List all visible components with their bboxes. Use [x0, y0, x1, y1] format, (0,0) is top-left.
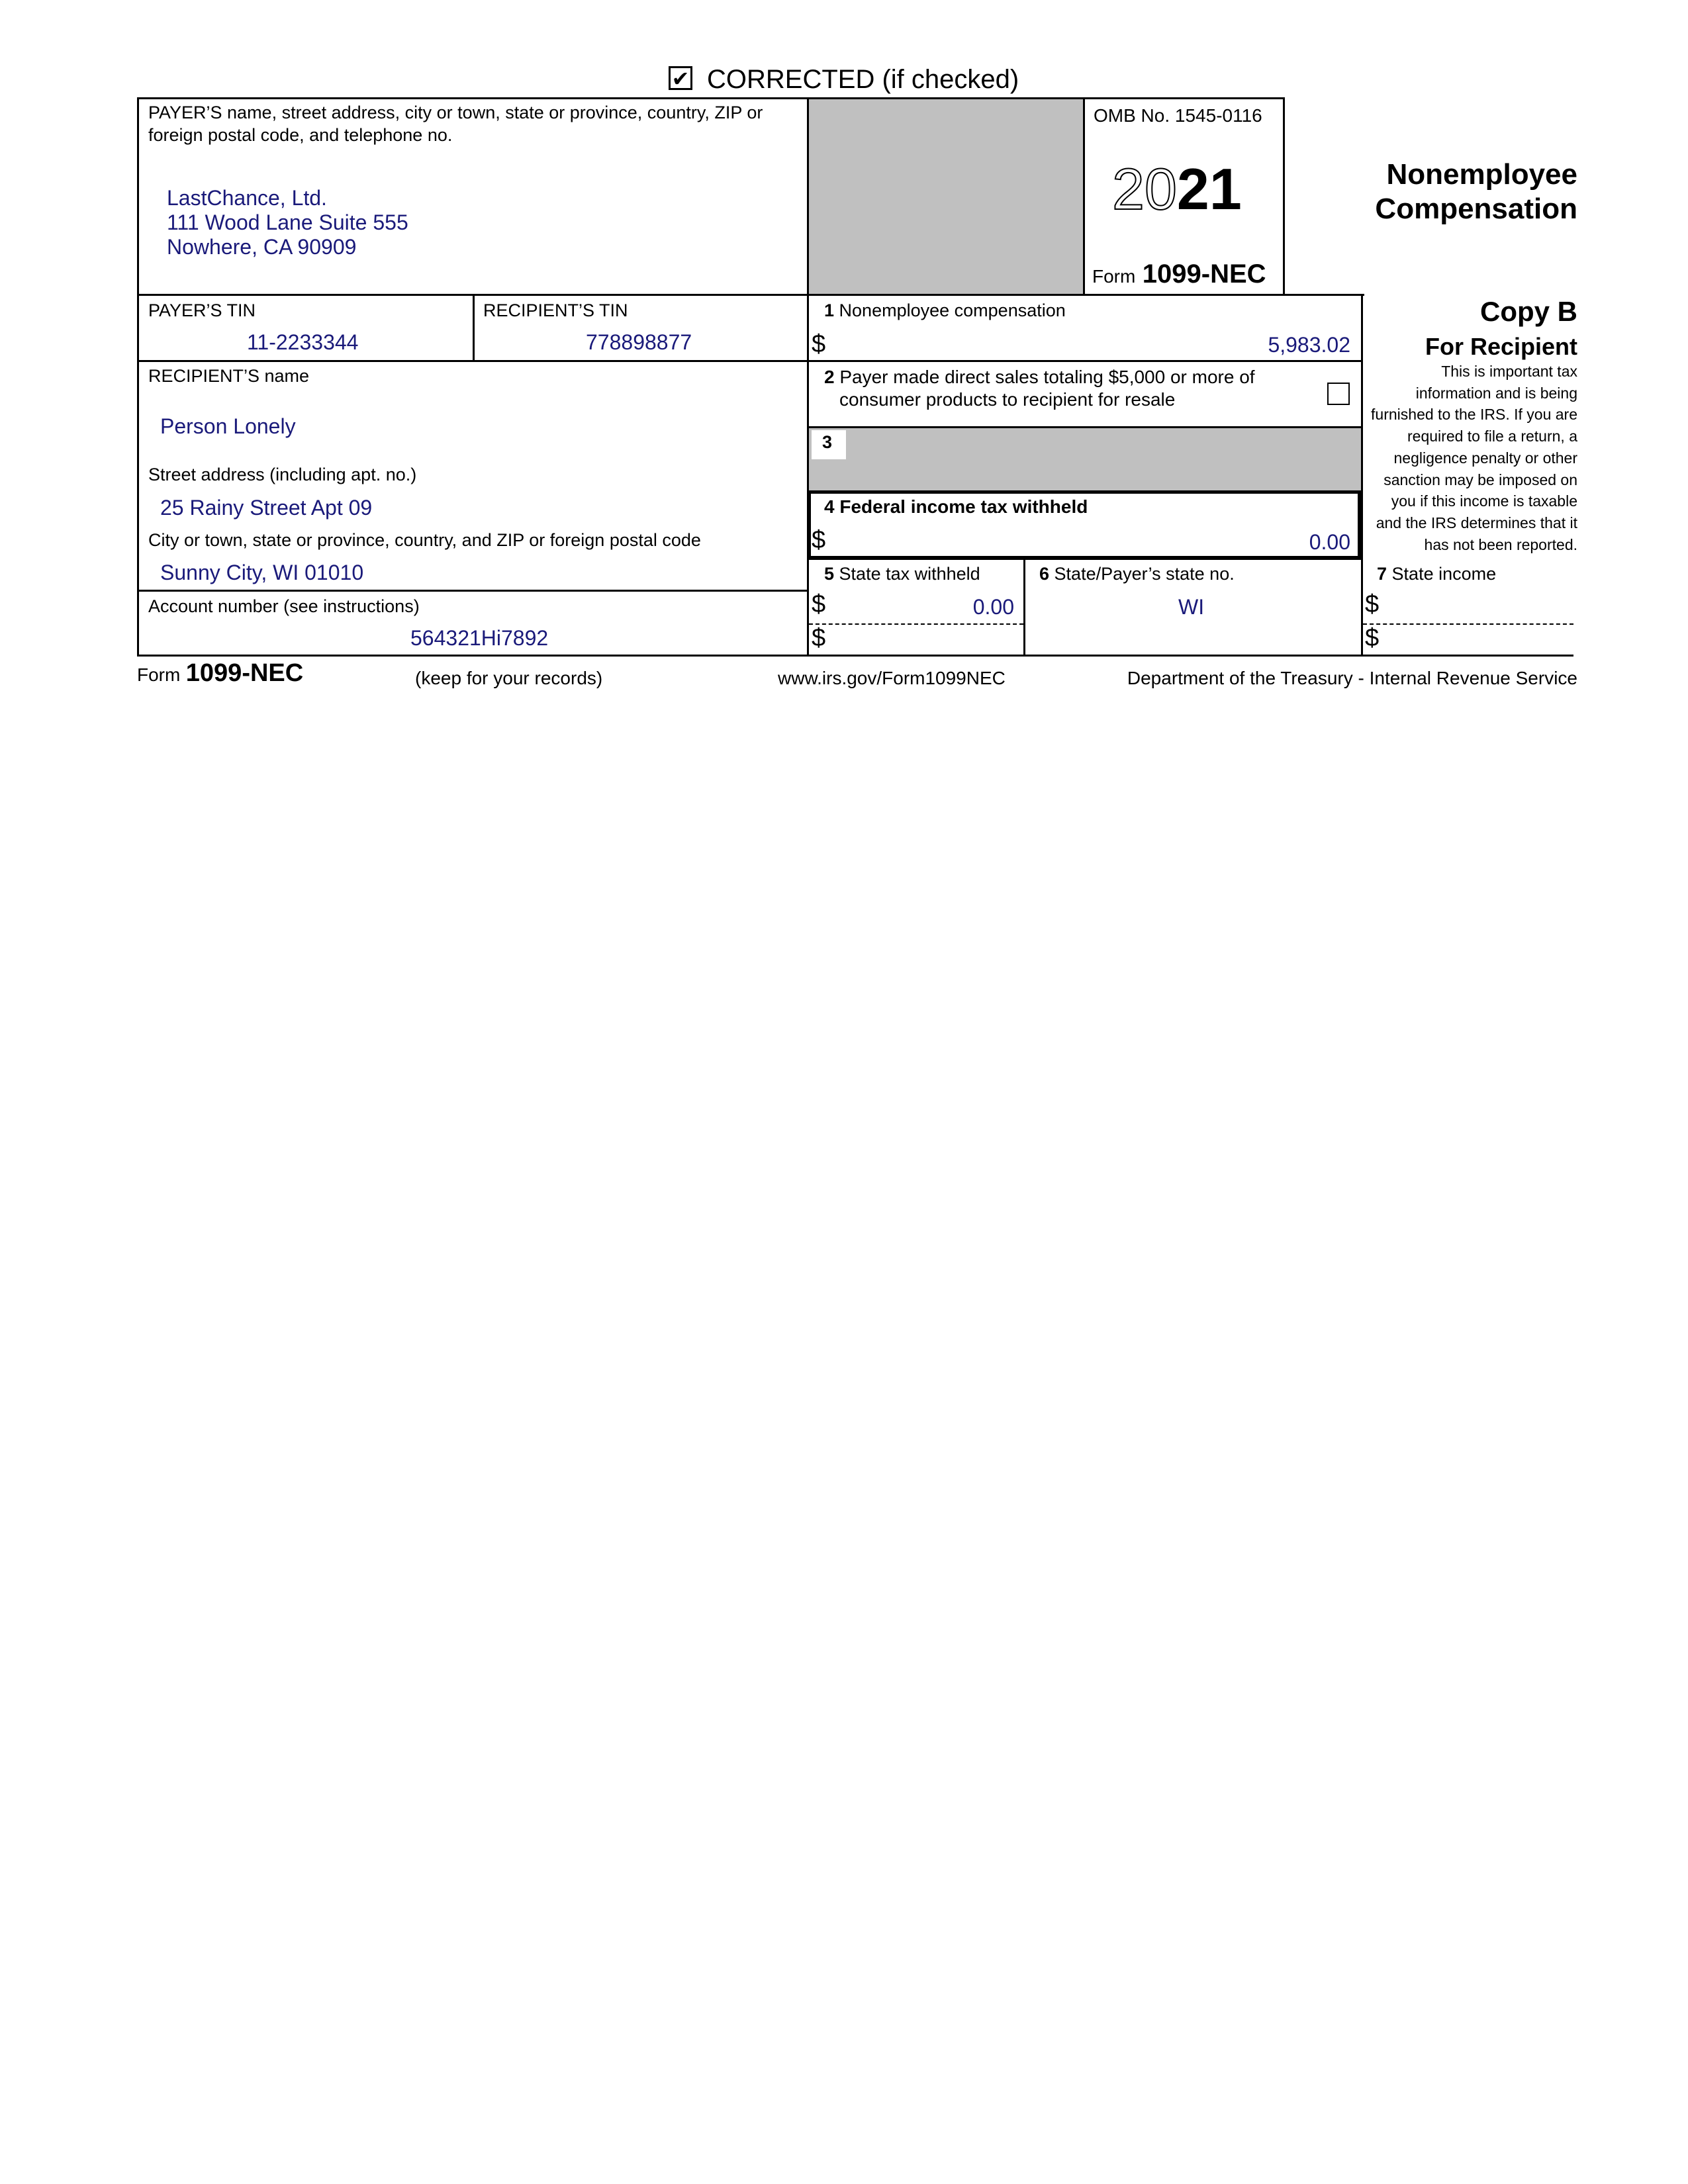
box5-number: 5 [824, 564, 835, 584]
box5-value: 0.00 [972, 595, 1014, 619]
box5-text: State tax withheld [839, 564, 980, 584]
box2-text: Payer made direct sales totaling $5,000 or more of [839, 367, 1255, 387]
street-value: 25 Rainy Street Apt 09 [160, 496, 373, 520]
right-col-divider [1361, 294, 1363, 657]
copy-notice [1365, 361, 1577, 555]
city-label: City or town, state or province, country, and ZIP or foreign postal code [148, 530, 701, 550]
tax-year [1112, 158, 1242, 221]
corrected-checkbox[interactable] [669, 66, 692, 90]
box1-text: Nonemployee compensation [839, 300, 1066, 320]
recipient-name-label: RECIPIENT’S name [148, 366, 310, 386]
row1-bottom [137, 294, 1364, 296]
account-label: Account number (see instructions) [148, 596, 420, 616]
omb-number: OMB No. 1545-0116 [1094, 105, 1262, 126]
box2-label-line1 [824, 366, 1255, 388]
footer-keep: (keep for your records) [415, 668, 603, 688]
footer-department: Department of the Treasury - Internal Revenue Service [1127, 668, 1577, 688]
footer-url[interactable]: www.irs.gov/Form1099NEC [778, 668, 1006, 688]
box7-label [1377, 563, 1496, 585]
street-label: Street address (including apt. no.) [148, 465, 417, 484]
copy-notice-line: and the IRS determines that it [1376, 514, 1577, 531]
form-id [1092, 259, 1266, 289]
copy-notice-line: This is important tax [1441, 363, 1577, 380]
copy-notice-line: you if this income is taxable [1391, 492, 1577, 510]
box2-number: 2 [824, 367, 835, 387]
footer-form-prefix: Form [137, 664, 181, 685]
checkmark-icon: ✔ [671, 67, 690, 91]
recipient-tin-label: RECIPIENT’S TIN [483, 300, 628, 320]
form-name: 1099-NEC [1142, 259, 1266, 289]
box5-dollar-2: $ [812, 624, 826, 652]
omb-right-border [1283, 97, 1285, 295]
form-prefix: Form [1092, 266, 1136, 287]
bottom-border [137, 655, 1573, 657]
box2-label-line2: consumer products to recipient for resale [839, 389, 1176, 410]
tin-divider [473, 294, 475, 361]
payer-tin-value: 11-2233344 [247, 330, 359, 354]
omb-left-border [1083, 97, 1085, 295]
box7-number: 7 [1377, 564, 1387, 584]
account-value: 564321Hi7892 [410, 626, 549, 650]
copy-notice-line: furnished to the IRS. If you are [1371, 406, 1577, 424]
box5-dash [809, 623, 1023, 625]
box4-label: 4 Federal income tax withheld [824, 496, 1088, 517]
copy-notice-line: required to file a return, a [1407, 428, 1577, 445]
payer-tin-label: PAYER’S TIN [148, 300, 256, 320]
box4-value: 0.00 [1309, 530, 1350, 554]
payer-name: LastChance, Ltd. [167, 186, 327, 210]
box7-dollar-1: $ [1365, 590, 1380, 618]
box3-number: 3 [822, 432, 833, 452]
copy-notice-line: has not been reported. [1424, 535, 1577, 553]
box7-text: State income [1391, 564, 1497, 584]
copy-notice-line: sanction may be imposed on [1383, 471, 1577, 488]
year-outline: 20 [1112, 156, 1177, 222]
box1-dollar: $ [812, 330, 826, 358]
box6-value: WI [1178, 595, 1205, 619]
footer-form-name: 1099-NEC [185, 659, 304, 687]
box3-number-tag [812, 430, 846, 459]
form-title-line2: Compensation [1375, 193, 1577, 225]
box6-label [1039, 563, 1235, 585]
box4-dollar: $ [812, 526, 826, 554]
copy-notice-line: information and is being [1415, 384, 1577, 402]
footer-form-id [137, 659, 303, 688]
box1-bottom [807, 360, 1362, 362]
payer-street: 111 Wood Lane Suite 555 [167, 210, 408, 234]
payer-info-label: PAYER’S name, street address, city or town, state or province, country, ZIP or foreign postal code, and telephone no. [148, 103, 763, 145]
copy-subtitle: For Recipient [1425, 333, 1577, 360]
corrected-label: CORRECTED (if checked) [707, 65, 1019, 94]
box2-checkbox[interactable] [1327, 383, 1350, 405]
city-value: Sunny City, WI 01010 [160, 561, 364, 584]
shaded-box-top [809, 99, 1083, 294]
form-title-line1: Nonemployee [1386, 158, 1577, 191]
box5-dollar-1: $ [812, 590, 826, 618]
account-top [137, 590, 808, 592]
box1-number: 1 [824, 300, 835, 320]
copy-notice-line: negligence penalty or other [1393, 449, 1577, 467]
box5-label [824, 563, 980, 585]
payer-city: Nowhere, CA 90909 [167, 235, 357, 259]
left-border [137, 97, 139, 657]
top-border-left [137, 97, 1285, 99]
box3-shaded [809, 428, 1361, 491]
box7-dash [1363, 623, 1573, 625]
year-bold: 21 [1176, 156, 1242, 222]
recipient-name-value: Person Lonely [160, 414, 296, 438]
box1-value: 5,983.02 [1268, 333, 1350, 357]
box1-label [824, 299, 1066, 322]
box6-number: 6 [1039, 564, 1050, 584]
box5-6-divider [1023, 558, 1025, 657]
box6-text: State/Payer’s state no. [1054, 564, 1235, 584]
copy-title: Copy B [1480, 296, 1577, 327]
box7-dollar-2: $ [1365, 624, 1380, 652]
recipient-tin-value: 778898877 [586, 330, 692, 354]
